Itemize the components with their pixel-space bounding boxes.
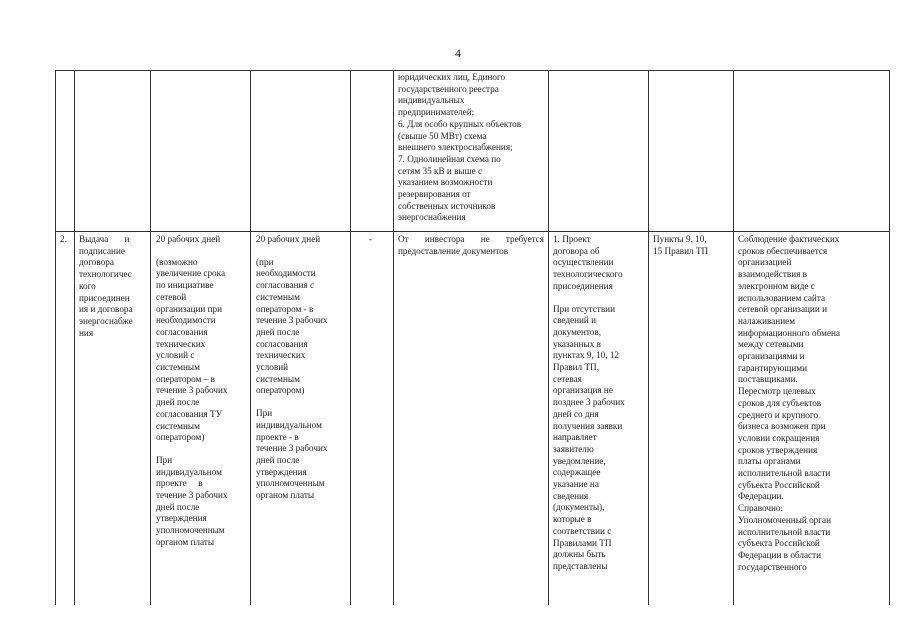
text-line: увеличение срока xyxy=(156,268,226,279)
text-line: подписание xyxy=(79,245,125,256)
text-line: сетям 35 кВ и выше с xyxy=(398,165,483,176)
text-line: 15 Правил ТП xyxy=(653,245,709,256)
text-line: договора xyxy=(79,257,114,268)
text-line: исполнительной власти xyxy=(738,526,831,537)
text-line: органом платы xyxy=(156,536,215,547)
text-line: необходимости xyxy=(256,268,316,279)
column-divider xyxy=(393,70,394,605)
text-line: согласования ТУ xyxy=(156,408,223,419)
table-right-border xyxy=(889,70,890,605)
text-line: сроков для субъектов xyxy=(738,397,822,408)
text-line: Правил ТП, xyxy=(553,362,599,373)
text-line: ия и договора xyxy=(79,304,133,315)
row-number: 2. xyxy=(60,234,67,244)
text-line: Федерации. xyxy=(738,491,784,502)
text-line: Соблюдение фактических xyxy=(738,234,840,244)
text-line: течение 3 рабочих xyxy=(256,443,328,454)
text-line: содержащее xyxy=(553,467,601,478)
text-line: необходимости xyxy=(156,315,216,326)
text-line: государственного реестра xyxy=(398,83,499,94)
text-line: сетевой организации и xyxy=(738,304,827,315)
column-divider xyxy=(350,70,351,605)
text-line: заявителю xyxy=(553,443,594,454)
text-line: Выдача и xyxy=(79,234,130,244)
result-cell xyxy=(553,234,648,573)
text-line: сроков обеспечивается xyxy=(738,245,828,256)
text-line: присоединения xyxy=(553,280,613,291)
text-line: внешнего электроснабжения; xyxy=(398,142,513,153)
term-cell-target xyxy=(256,234,350,502)
text-line: налаживанием xyxy=(738,315,796,326)
text-line: энергоснабже xyxy=(79,315,133,326)
text-line: которые в xyxy=(553,514,592,525)
text-line: При xyxy=(256,408,273,419)
text-line: утверждения xyxy=(256,466,307,477)
text-line: утверждения xyxy=(156,513,207,524)
text-line: От инвестора не требуется xyxy=(398,234,544,244)
text-line: резервирования от xyxy=(398,189,471,200)
text-line: оператором - в xyxy=(256,303,314,314)
text-line: течение 3 рабочих xyxy=(156,385,228,396)
text-line: субъекта Российской xyxy=(738,538,820,549)
text-line: условий с xyxy=(156,350,195,361)
text-line: технических xyxy=(156,338,206,349)
text-line: платы органами xyxy=(738,456,801,467)
text-line: индивидуальных xyxy=(398,95,465,106)
text-line: кого xyxy=(79,280,96,291)
text-line: уполномоченным xyxy=(156,525,225,536)
column-divider xyxy=(74,70,75,605)
text-line: должны быть xyxy=(553,549,606,560)
page-number: 4 xyxy=(455,46,461,60)
term-cell-current xyxy=(156,234,250,549)
column-divider xyxy=(733,70,734,605)
column-divider xyxy=(150,70,151,605)
column-divider xyxy=(548,70,549,605)
text-line: (при xyxy=(256,256,274,267)
text-line: (свыше 50 МВт) схема xyxy=(398,130,487,141)
text-line: сроков утверждения xyxy=(738,444,818,455)
text-line: системным xyxy=(256,373,300,384)
text-line: документов, xyxy=(553,326,602,337)
text-line: среднего и крупного xyxy=(738,409,819,420)
text-line: поставщиками. xyxy=(738,374,798,385)
text-line: оператором) xyxy=(156,432,205,443)
text-line: субъекта Российской xyxy=(738,479,820,490)
text-line: условии сокращения xyxy=(738,432,820,443)
text-line: представлены xyxy=(553,560,608,571)
text-line: 20 рабочих дней xyxy=(256,234,321,244)
text-line: собственных источников xyxy=(398,200,496,211)
dash-cell: - xyxy=(369,234,373,244)
text-line: Уполномоченный орган xyxy=(738,514,832,525)
column-divider xyxy=(648,70,649,605)
text-line: присоединен xyxy=(79,292,130,303)
text-line: дней со дня xyxy=(553,408,599,419)
text-line: 6. Для особо крупных объектов xyxy=(398,118,522,129)
text-line: гарантирующими xyxy=(738,362,808,373)
text-line: Справочно: xyxy=(738,503,784,514)
text-line: индивидуальном xyxy=(156,466,222,477)
text-line: (возможно xyxy=(156,256,198,267)
text-line: Правилами ТП xyxy=(553,537,612,548)
text-line: указанных в xyxy=(553,338,601,349)
text-line: электронном виде с xyxy=(738,280,815,291)
text-line: сетевой xyxy=(156,291,187,302)
row-divider xyxy=(55,231,890,232)
text-line: предоставление документов xyxy=(398,245,509,256)
text-line: уведомление, xyxy=(553,455,606,466)
text-line: дней после xyxy=(156,501,200,512)
text-line: юридических лиц, Единого xyxy=(398,72,506,82)
text-line: При отсутствии xyxy=(553,303,615,314)
text-line: организация не xyxy=(553,385,613,396)
text-line: индивидуальном xyxy=(256,419,322,430)
text-line: организациями и xyxy=(738,351,805,362)
text-line: между сетевыми xyxy=(738,339,804,350)
text-line: 7. Однолинейная схема по xyxy=(398,153,501,164)
text-line: проекте - в xyxy=(256,431,299,442)
text-line: системным xyxy=(156,362,200,373)
text-line: технологичес xyxy=(79,269,132,280)
text-line: договора об xyxy=(553,245,600,256)
text-line: сетевая xyxy=(553,373,582,384)
text-line: получения заявки xyxy=(553,420,623,431)
text-line: оператором) xyxy=(256,385,305,396)
text-line: 1. Проект xyxy=(553,234,591,244)
text-line: организацией xyxy=(738,257,792,268)
text-line: органом платы xyxy=(256,490,315,501)
text-line: осуществлении xyxy=(553,257,614,268)
regulation-cell xyxy=(653,234,733,257)
text-line: Пункты 9, 10, xyxy=(653,234,707,244)
text-line: пунктах 9, 10, 12 xyxy=(553,350,620,361)
text-line: сведения xyxy=(553,490,589,501)
text-line: исполнительной власти xyxy=(738,468,831,479)
table-top-border xyxy=(55,70,890,71)
text-line: бизнеса возможен при xyxy=(738,421,826,432)
text-line: проекте в xyxy=(156,478,203,489)
stage-cell xyxy=(79,234,149,339)
text-line: согласования xyxy=(156,326,208,337)
text-line: 20 рабочих дней xyxy=(156,234,221,244)
text-line: указание на xyxy=(553,479,599,490)
text-line: дней после xyxy=(156,397,200,408)
column-divider xyxy=(250,70,251,605)
text-line: При xyxy=(156,454,173,465)
text-line: государственного xyxy=(738,561,807,572)
table-left-border xyxy=(55,70,56,605)
text-line: течение 3 рабочих xyxy=(156,490,228,501)
row1-documents-cell xyxy=(398,72,548,224)
text-line: использованием сайта xyxy=(738,292,826,303)
text-line: системным xyxy=(256,291,300,302)
text-line: соответствии с xyxy=(553,525,612,536)
text-line: направляет xyxy=(553,432,597,443)
text-line: энергоснабжения xyxy=(398,212,466,223)
text-line: дней после xyxy=(256,326,300,337)
text-line: сведений и xyxy=(553,315,597,326)
text-line: позднее 3 рабочих xyxy=(553,397,625,408)
text-line: условий xyxy=(256,362,289,373)
text-line: согласования с xyxy=(256,280,315,291)
text-line: указанием возможности xyxy=(398,177,493,188)
text-line: согласования xyxy=(256,338,308,349)
comment-cell xyxy=(738,234,888,573)
text-line: оператором – в xyxy=(156,373,215,384)
text-line: ния xyxy=(79,327,94,338)
text-line: организации при xyxy=(156,303,223,314)
text-line: технологического xyxy=(553,269,623,280)
text-line: информационного обмена xyxy=(738,327,841,338)
text-line: дней после xyxy=(256,454,300,465)
text-line: Пересмотр целевых xyxy=(738,386,816,397)
documents-cell xyxy=(398,234,544,257)
text-line: по инициативе xyxy=(156,280,214,291)
text-line: Федерации в области xyxy=(738,549,822,560)
text-line: технических xyxy=(256,350,306,361)
text-line: течение 3 рабочих xyxy=(256,315,328,326)
text-line: взаимодействия в xyxy=(738,269,807,280)
text-line: системным xyxy=(156,420,200,431)
text-line: уполномоченным xyxy=(256,478,325,489)
text-line: (документы), xyxy=(553,502,605,513)
text-line: предпринимателей; xyxy=(398,107,475,118)
